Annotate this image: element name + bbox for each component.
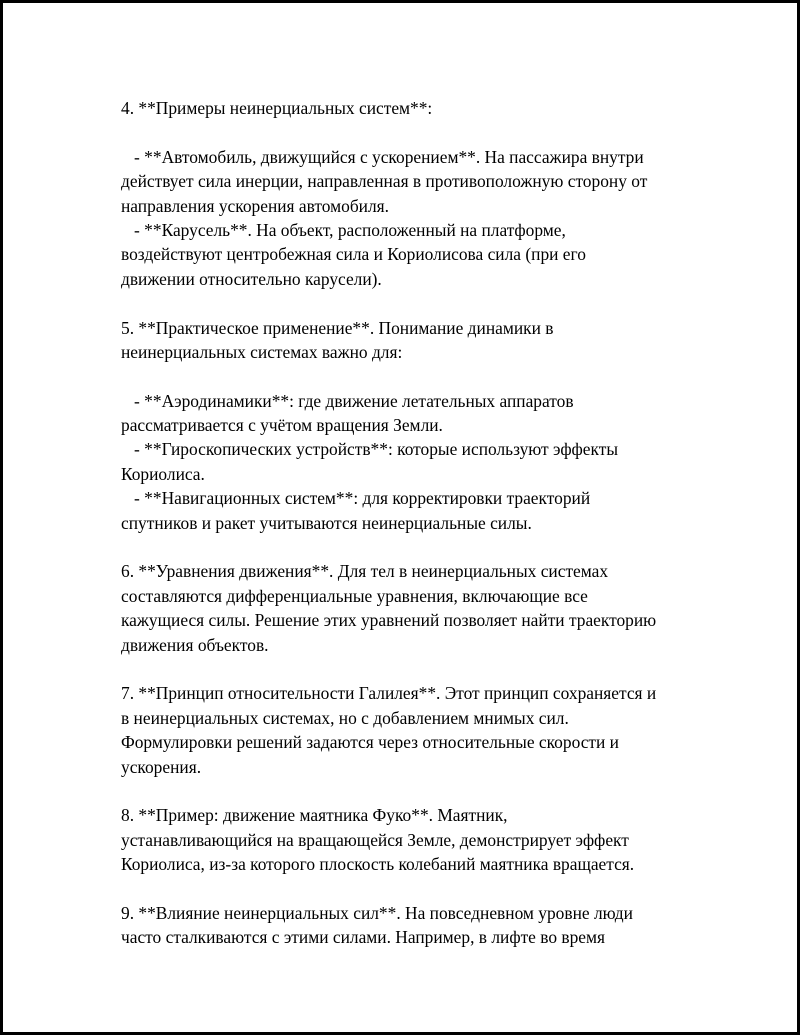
text-line: рассматривается с учётом вращения Земли.	[121, 415, 443, 436]
text-line: кажущиеся силы. Решение этих уравнений позволяет найти траекторию	[121, 610, 657, 631]
text-line: устанавливающийся на вращающейся Земле, демонстрирует эффект	[121, 829, 629, 850]
text-line: движения объектов.	[121, 634, 269, 655]
text-line: воздействуют центробежная сила и Кориолисова сила (при его	[121, 244, 586, 265]
text-line: действует сила инерции, направленная в противоположную сторону от	[121, 171, 648, 192]
paragraph-item-5-list	[121, 389, 711, 535]
text-line: неинерциальных системах важно для:	[121, 341, 403, 362]
document-body	[121, 96, 711, 974]
text-line: ускорения.	[121, 756, 202, 777]
text-line: 8. **Пример: движение маятника Фуко**. Маятник,	[121, 805, 508, 826]
paragraph-item-9	[121, 901, 711, 950]
paragraph-item-4-heading	[121, 96, 711, 120]
text-line: - **Автомобиль, движущийся с ускорением**. На пассажира внутри	[121, 146, 644, 167]
paragraph-item-8	[121, 803, 711, 876]
text-line: Кориолиса, из-за которого плоскость колебаний маятника вращается.	[121, 854, 635, 875]
text-line: 5. **Практическое применение**. Понимание динамики в	[121, 317, 554, 338]
text-line: спутников и ракет учитываются неинерциальные силы.	[121, 512, 532, 533]
text-line: 7. **Принцип относительности Галилея**. Этот принцип сохраняется и	[121, 683, 657, 704]
text-line: - **Аэродинамики**: где движение летательных аппаратов	[121, 390, 574, 411]
text-line: составляются дифференциальные уравнения, включающие все	[121, 585, 588, 606]
paragraph-item-5-heading	[121, 316, 711, 365]
text-line: движении относительно карусели).	[121, 268, 382, 289]
text-line: Формулировки решений задаются через относительные скорости и	[121, 732, 619, 753]
text-line: - **Карусель**. На объект, расположенный на платформе,	[121, 219, 566, 240]
text-line: - **Гироскопических устройств**: которые используют эффекты	[121, 439, 619, 460]
text-line: часто сталкиваются с этими силами. Например, в лифте во время	[121, 927, 606, 948]
text-line: 9. **Влияние неинерциальных сил**. На повседневном уровне люди	[121, 902, 633, 923]
text-line: 4. **Примеры неинерциальных систем**:	[121, 98, 433, 118]
text-line: направления ускорения автомобиля.	[121, 195, 390, 216]
text-line: 6. **Уравнения движения**. Для тел в неинерциальных системах	[121, 561, 609, 582]
paragraph-item-7	[121, 681, 711, 779]
text-line: - **Навигационных систем**: для корректировки траекторий	[121, 488, 591, 509]
paragraph-item-4-examples	[121, 145, 711, 291]
text-line: в неинерциальных системах, но с добавлением мнимых сил.	[121, 707, 569, 728]
paragraph-item-6	[121, 559, 711, 657]
text-line: Кориолиса.	[121, 463, 205, 484]
